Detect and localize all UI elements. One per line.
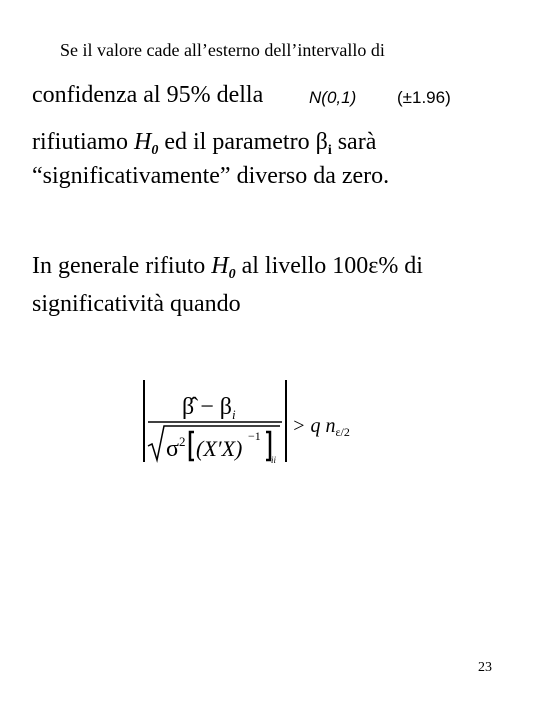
page-number: 23 bbox=[478, 660, 492, 675]
test-statistic-formula bbox=[140, 374, 380, 468]
text-line-6: significatività quando bbox=[32, 291, 241, 317]
text-line-3-a: rifiutiamo bbox=[32, 129, 134, 155]
text-line-5-b: al livello 100ε% di bbox=[235, 253, 423, 279]
text-line-3 bbox=[32, 129, 376, 159]
text-line-3-c: sarà bbox=[331, 129, 377, 155]
h-symbol: H bbox=[133, 129, 152, 155]
text-line-5 bbox=[32, 253, 423, 283]
text-line-3-b: ed il parametro bbox=[158, 129, 316, 155]
rhs-expr: > q $n_{\varepsilon/2}$ bbox=[292, 415, 350, 439]
bracket-left bbox=[190, 432, 194, 460]
sigma-squared: $\sigma^2$ bbox=[166, 434, 186, 462]
h-symbol-2: H bbox=[211, 253, 229, 279]
numerator: β̂ − $\beta_i$ bbox=[182, 394, 236, 422]
text-line-2-label: confidenza al 95% della bbox=[32, 82, 264, 108]
text-line-5-a: In generale rifiuto bbox=[32, 253, 212, 279]
bracket-right bbox=[266, 432, 270, 460]
xtx-matrix: (X′X) bbox=[196, 436, 243, 461]
inverse-exponent: −1 bbox=[248, 429, 261, 443]
beta-subscript: i bbox=[327, 143, 332, 158]
normal-distribution-expr: N(0,1) bbox=[309, 88, 357, 107]
beta-symbol: β bbox=[315, 129, 328, 155]
beta-i-symbol bbox=[315, 129, 332, 158]
h0-symbol bbox=[133, 129, 159, 158]
text-line-2 bbox=[32, 82, 263, 109]
text-line-4: “significativamente” diverso da zero. bbox=[32, 163, 390, 189]
h0-symbol-2 bbox=[211, 253, 236, 282]
diag-subscript: ii bbox=[271, 455, 277, 465]
confidence-bound-expr: (±1.96) bbox=[397, 88, 451, 107]
h-subscript-2: 0 bbox=[228, 267, 236, 282]
text-line-1: Se il valore cade all’esterno dell’intervallo di bbox=[60, 40, 385, 60]
h-subscript: 0 bbox=[151, 143, 159, 158]
